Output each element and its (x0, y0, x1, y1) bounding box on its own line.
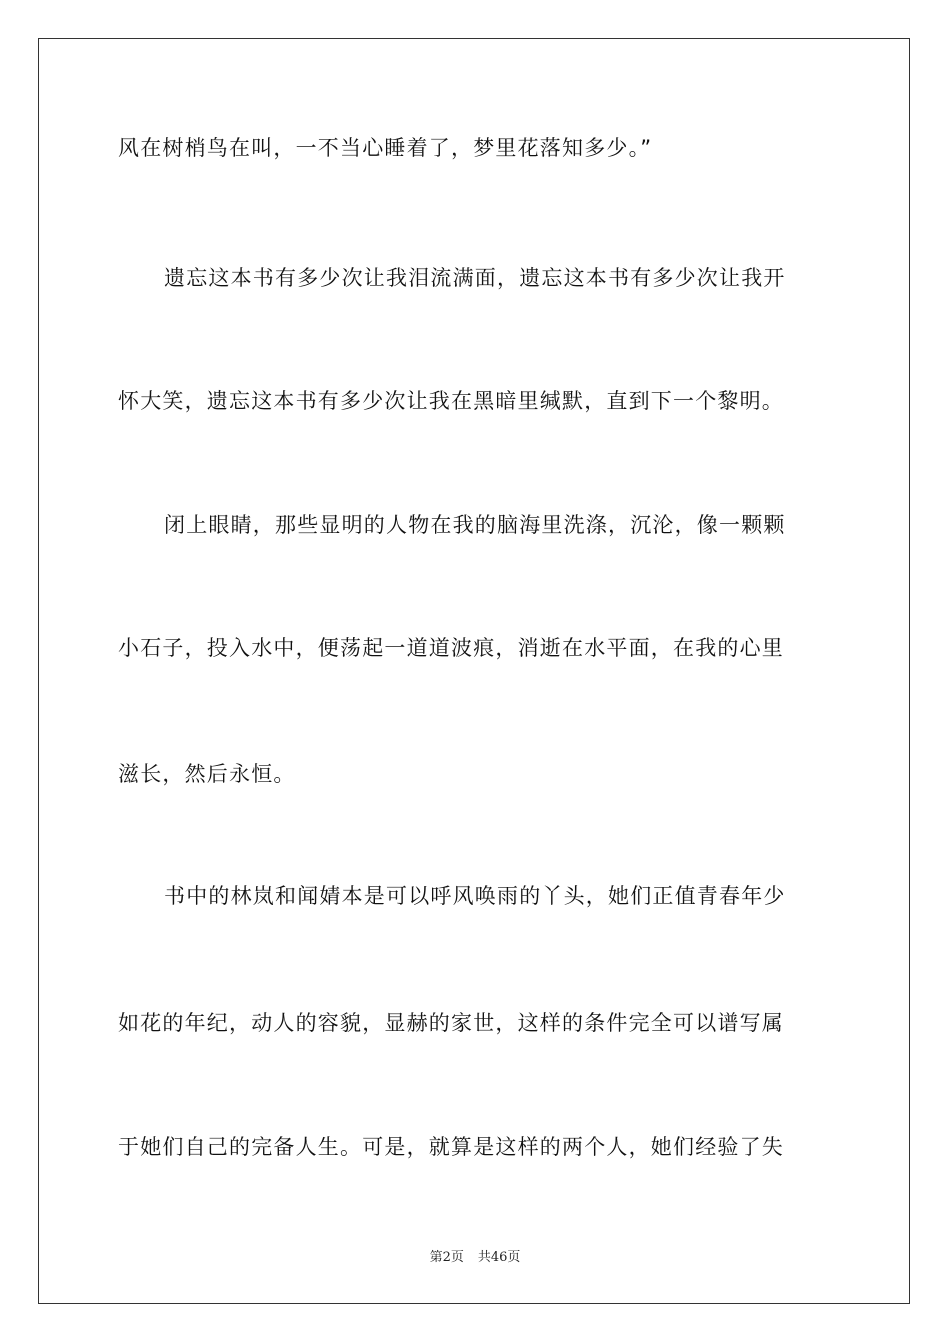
text-line-1: 风在树梢鸟在叫，一不当心睡着了，梦里花落知多少。” (118, 136, 653, 160)
page-total: 共46页 (477, 1250, 521, 1265)
text-line-8: 如花的年纪，动人的容貌，显赫的家世，这样的条件完全可以谱写属 (118, 1011, 784, 1035)
page-number: 第2页 (429, 1250, 464, 1265)
text-line-4: 闭上眼睛，那些显明的人物在我的脑海里洗涤，沉沦，像一颗颗 (164, 513, 786, 537)
text-line-2: 遗忘这本书有多少次让我泪流满面，遗忘这本书有多少次让我开 (164, 266, 786, 290)
text-line-6: 滋长，然后永恒。 (118, 762, 296, 786)
text-line-3: 怀大笑，遗忘这本书有多少次让我在黑暗里缄默，直到下一个黎明。 (118, 389, 784, 413)
text-line-7: 书中的林岚和闻婧本是可以呼风唤雨的丫头，她们正值青春年少 (164, 884, 786, 908)
text-line-9: 于她们自己的完备人生。可是，就算是这样的两个人，她们经验了失 (118, 1135, 784, 1159)
page-footer (0, 1246, 950, 1265)
text-line-5: 小石子，投入水中，便荡起一道道波痕，消逝在水平面，在我的心里 (118, 636, 784, 660)
page-frame (38, 38, 910, 1304)
